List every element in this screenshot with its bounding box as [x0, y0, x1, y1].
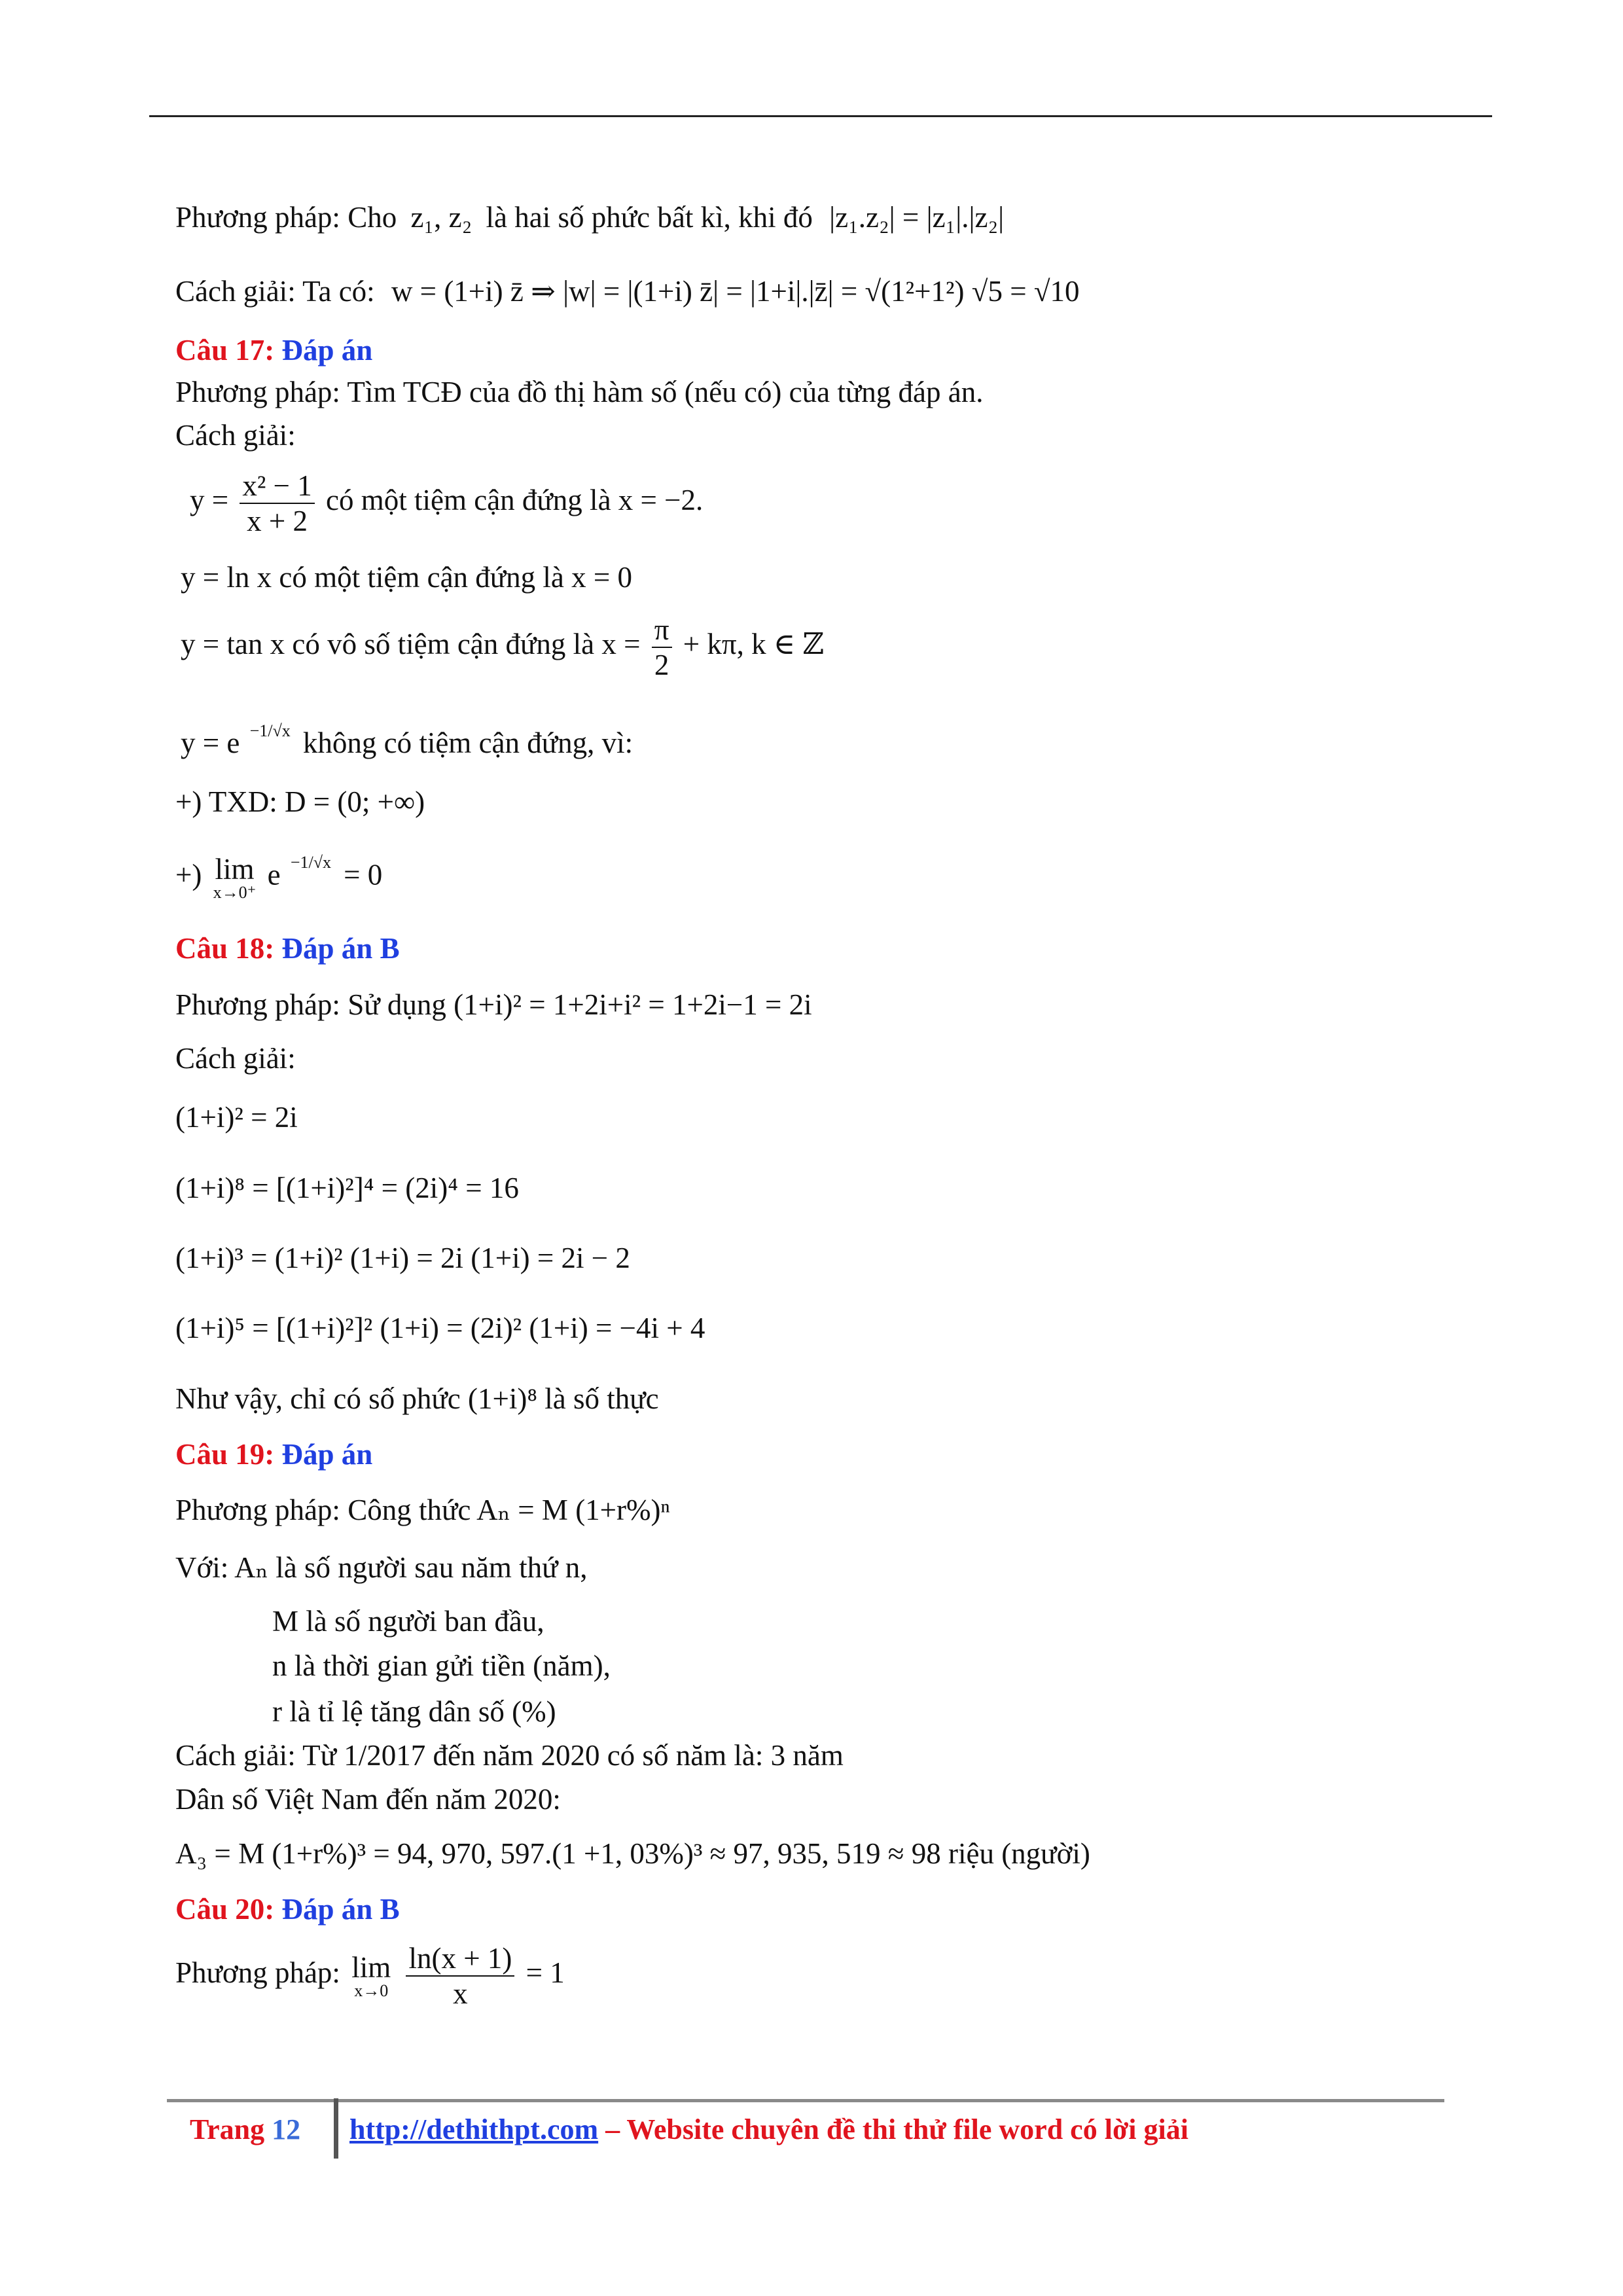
lim-word: lim [351, 1950, 391, 1984]
fraction [652, 613, 672, 682]
limit [213, 854, 257, 901]
q17-case-tan [175, 609, 824, 679]
footer-rule [167, 2099, 1444, 2102]
q20-method [175, 1937, 565, 2016]
footer-tagline: – Website chuyên đề thi thử file word có lời giải [598, 2113, 1188, 2145]
numerator: π [652, 613, 672, 648]
denominator: 2 [654, 648, 669, 681]
text: Phương pháp: Cho [175, 201, 397, 234]
q17-limit [175, 854, 382, 913]
answer-label: Đáp án [281, 334, 373, 367]
question-18-heading [175, 931, 400, 966]
math: = 1 [526, 1956, 565, 1989]
lim-word: lim [215, 853, 255, 886]
q17-case-ln [175, 560, 632, 595]
answer-label: Đáp án [281, 1438, 373, 1471]
page-label: Trang [190, 2113, 265, 2145]
q19-method: Phương pháp: Công thức Aₙ = M (1+r%)ⁿ [175, 1494, 670, 1526]
q18-equation-4: (1+i)⁵ = [(1+i)²]² (1+i) = (2i)² (1+i) = −4i + 4 [175, 1312, 705, 1344]
question-17-heading [175, 332, 372, 368]
q17-method: Phương pháp: Tìm TCĐ của đồ thị hàm số (nếu có) của từng đáp án. [175, 376, 984, 408]
footer-divider [334, 2098, 338, 2159]
q18-equation-1: (1+i)² = 2i [175, 1101, 298, 1134]
denominator: x [453, 1977, 468, 2010]
q19-calculation: A₃ = M (1+r%)³ = 94, 970, 597.(1 +1, 03%)³ ≈ 97, 935, 519 ≈ 98 riệu (người) [175, 1837, 1090, 1870]
question-label: Câu 17: [175, 334, 275, 367]
exponent-text: −1/√x [249, 721, 291, 740]
question-label: Câu 19: [175, 1438, 275, 1471]
text: có một tiệm cận đứng là x = −2. [326, 484, 704, 516]
q19-population-label: Dân số Việt Nam đến năm 2020: [175, 1783, 561, 1816]
answer-label: Đáp án B [281, 1893, 400, 1926]
math-z1-z2: z₁, z₂ [410, 201, 473, 234]
q19-definition-n: n là thời gian gửi tiền (năm), [272, 1649, 611, 1682]
q18-solution-label: Cách giải: [175, 1042, 296, 1075]
website-link[interactable]: http://dethithpt.com [349, 2113, 599, 2145]
exponent-text: −1/√x [290, 853, 331, 872]
q17-domain: +) TXD: D = (0; +∞) [175, 785, 425, 818]
numerator: x² − 1 [240, 469, 314, 504]
q18-method: Phương pháp: Sử dụng (1+i)² = 1+2i+i² = 1+2i−1 = 2i [175, 988, 812, 1021]
header-rule [149, 115, 1492, 117]
text: không có tiệm cận đứng, vì: [302, 726, 633, 759]
numerator: ln(x + 1) [406, 1941, 514, 1977]
fraction [406, 1941, 514, 2011]
method-line-modulus [175, 200, 1004, 235]
math: e [267, 858, 281, 891]
denominator: x + 2 [247, 504, 308, 537]
text: y = tan x có vô số tiệm cận đứng là x = [181, 628, 641, 660]
q18-equation-2: (1+i)⁸ = [(1+i)²]⁴ = (2i)⁴ = 16 [175, 1172, 519, 1204]
answer-label: Đáp án B [281, 932, 400, 965]
text: +) [175, 858, 202, 891]
math-modulus-product: |z₁.z₂| = |z₁|.|z₂| [829, 201, 1005, 234]
math: y = [190, 484, 229, 516]
q19-definition-m: M là số người ban đầu, [272, 1605, 544, 1638]
limit [351, 1952, 391, 2000]
math: = 0 [344, 858, 383, 891]
math: y = e [181, 726, 240, 759]
q17-case-exp [175, 721, 633, 761]
page-number [190, 2113, 300, 2146]
q17-case-rational [175, 465, 703, 535]
text: Phương pháp: [175, 1956, 340, 1989]
lim-sub: x→0⁺ [213, 883, 257, 902]
q18-equation-3: (1+i)³ = (1+i)² (1+i) = 2i (1+i) = 2i − 2 [175, 1242, 630, 1274]
text: + kπ, k ∈ ℤ [683, 628, 825, 660]
solution-line-w [175, 274, 1080, 309]
text: là hai số phức bất kì, khi đó [486, 201, 813, 234]
q19-definition-a: Với: Aₙ là số người sau năm thứ n, [175, 1551, 588, 1584]
fraction [240, 469, 314, 538]
lim-sub: x→0 [354, 1981, 389, 2000]
question-label: Câu 20: [175, 1893, 275, 1926]
q19-definition-r: r là tỉ lệ tăng dân số (%) [272, 1695, 556, 1728]
math-w-modulus: w = (1+i) z̄ ⇒ |w| = |(1+i) z̄| = |1+i|.|z̄| = √(1²+1²) √5 = √10 [391, 275, 1080, 308]
q19-solution: Cách giải: Từ 1/2017 đến năm 2020 có số năm là: 3 năm [175, 1739, 844, 1772]
text: Cách giải: Ta có: [175, 275, 375, 308]
footer-text [349, 2113, 1188, 2146]
text: y = ln x có một tiệm cận đứng là x = 0 [181, 561, 633, 594]
question-20-heading [175, 1892, 400, 1927]
question-19-heading [175, 1437, 372, 1472]
q18-conclusion: Như vậy, chỉ có số phức (1+i)⁸ là số thực [175, 1382, 659, 1415]
page-number-value: 12 [272, 2113, 301, 2145]
q17-solution-label: Cách giải: [175, 419, 296, 452]
question-label: Câu 18: [175, 932, 275, 965]
